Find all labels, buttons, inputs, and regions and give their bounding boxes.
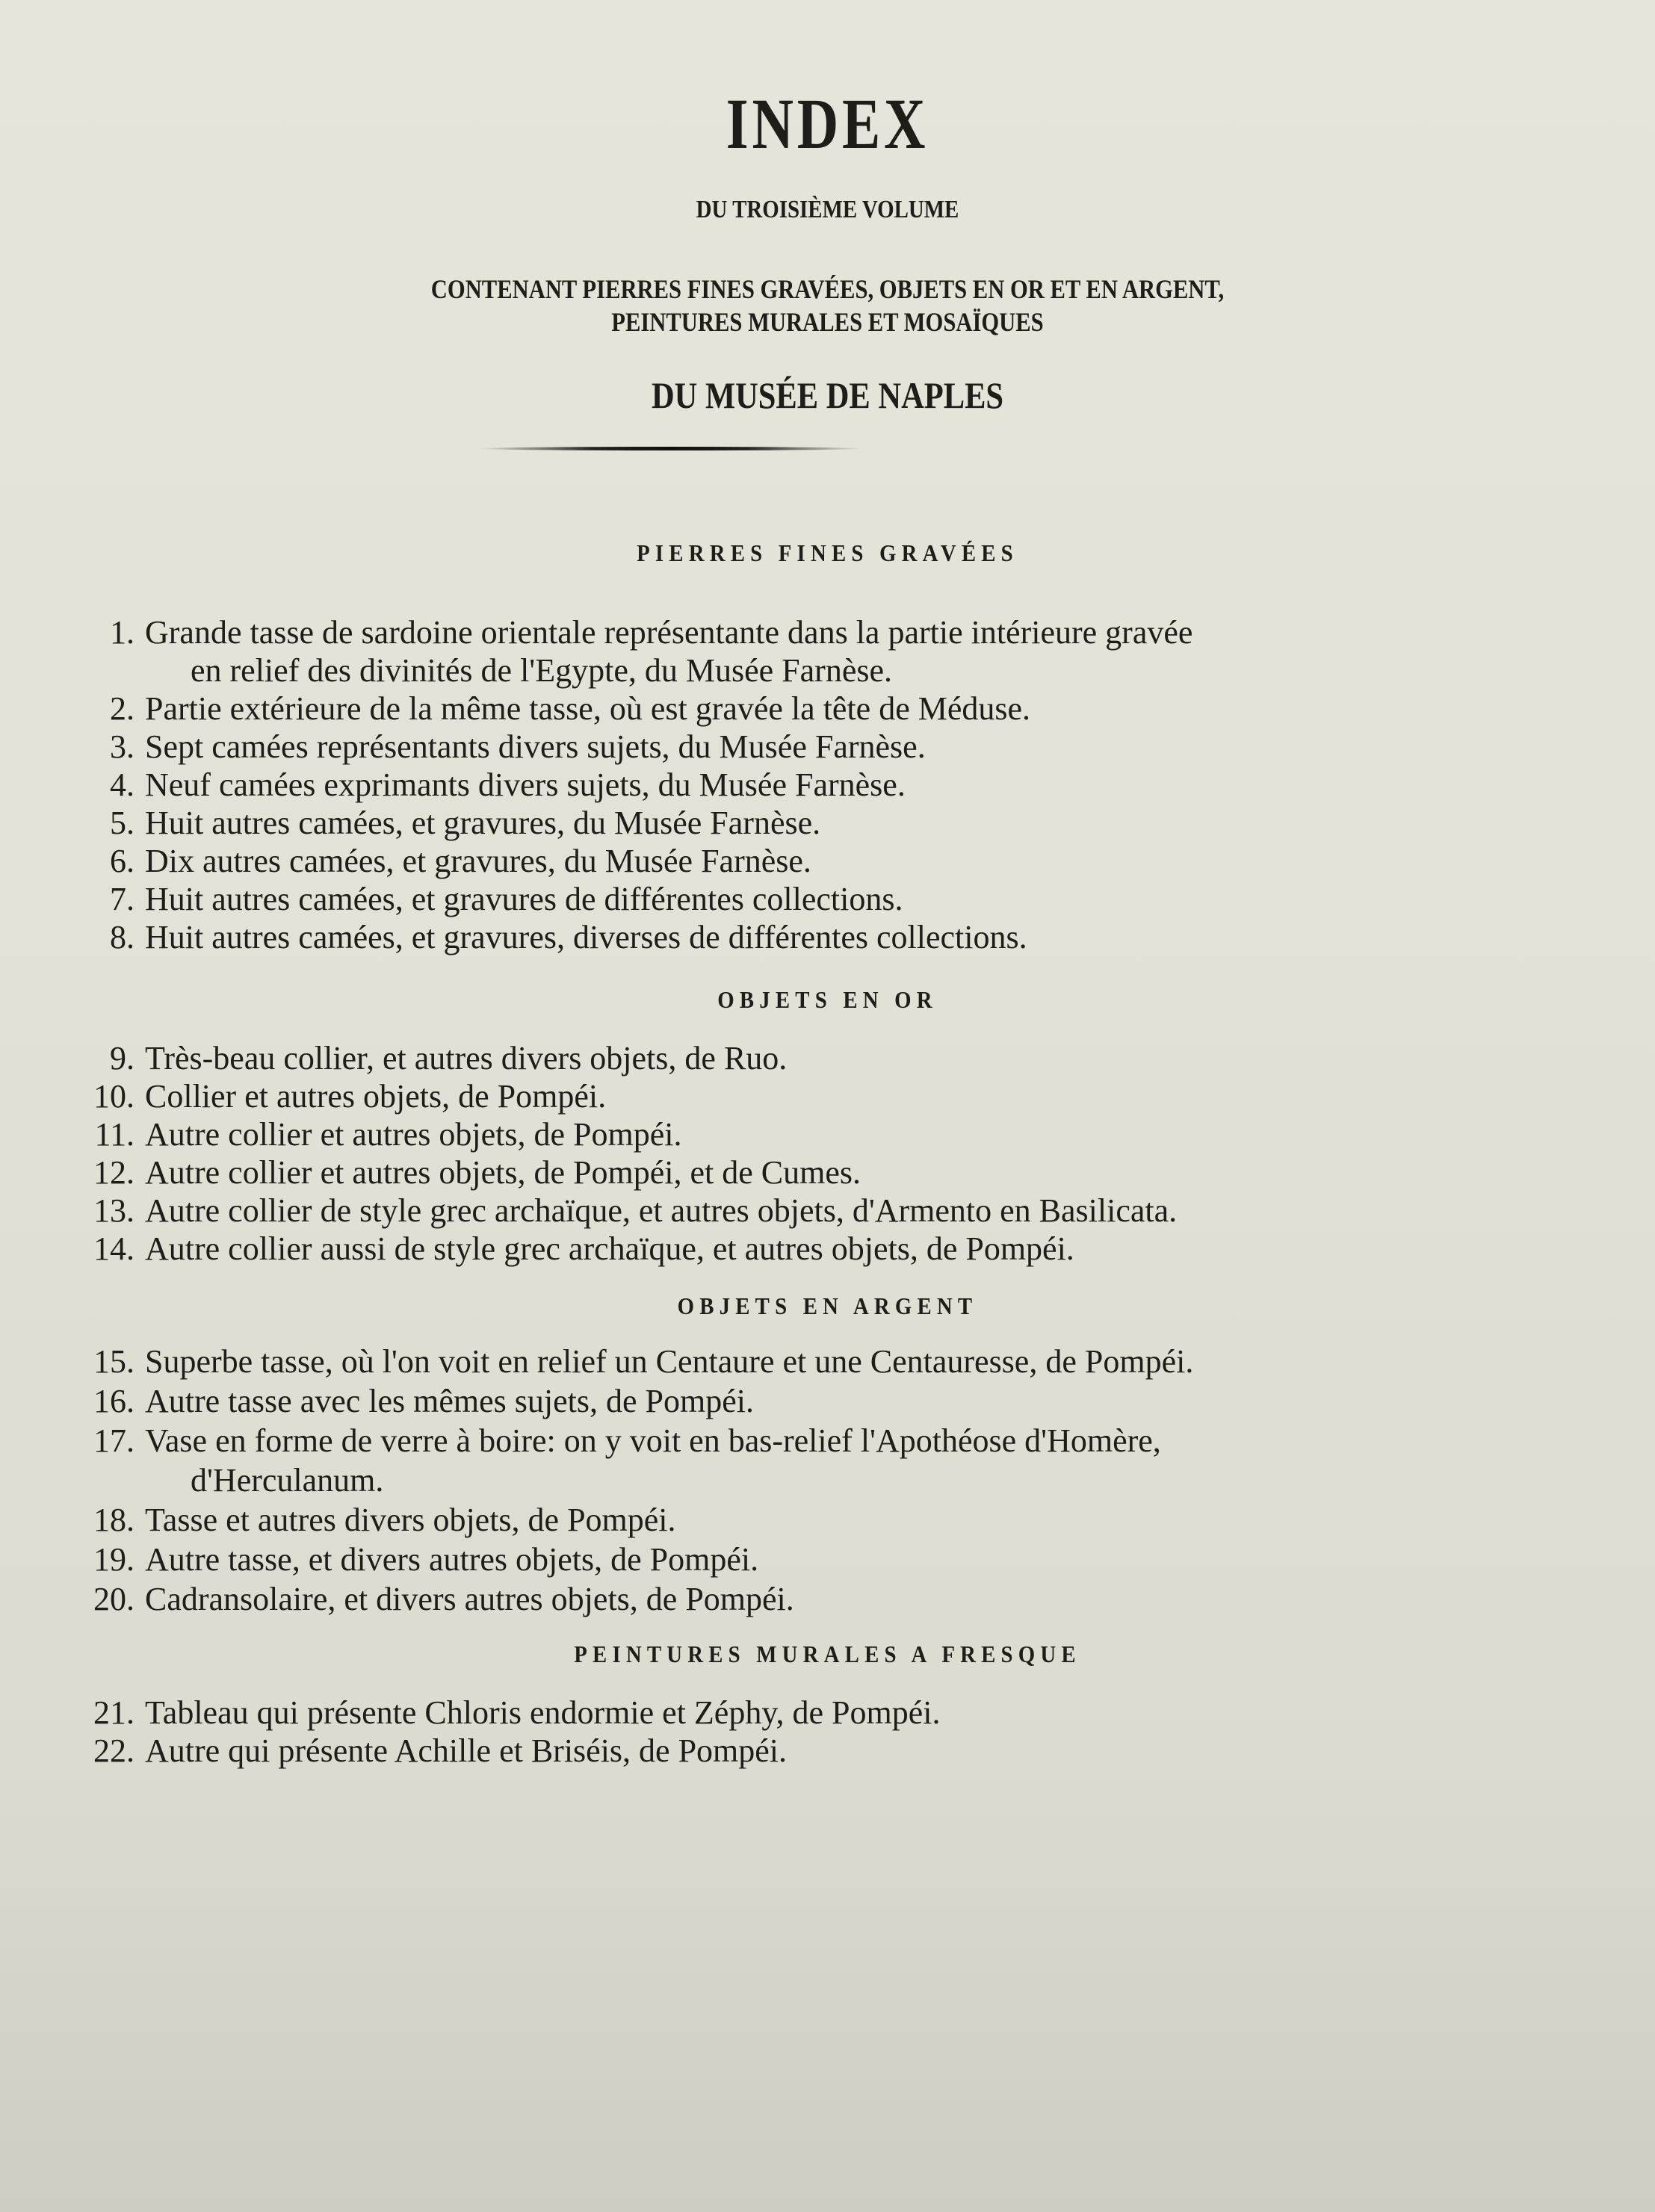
entry-number: 6. [110, 843, 134, 879]
museum-heading: DU MUSÉE DE NAPLES [651, 374, 1004, 416]
entry-number: 8. [110, 919, 134, 955]
entry-text: Autre tasse avec les mêmes sujets, de Pompéi. [145, 1383, 755, 1419]
index-entry [0, 690, 1382, 728]
index-list [0, 1342, 1382, 1620]
index-entry [0, 1422, 1382, 1501]
entry-text: Sept camées représentants divers sujets, du Musée Farnèse. [145, 728, 926, 765]
entry-text: Superbe tasse, où l'on voit en relief un Centaure et une Centauresse, de Pompéi. [145, 1343, 1194, 1380]
entry-number: 11. [94, 1116, 134, 1153]
entry-text: Neuf camées exprimants divers sujets, du Musée Farnèse. [145, 766, 906, 803]
entry-number: 16. [93, 1383, 134, 1419]
index-entry [0, 1694, 1382, 1732]
entry-number: 15. [93, 1343, 134, 1380]
index-entry [0, 918, 1382, 956]
entry-number: 13. [93, 1192, 134, 1229]
index-entry [0, 1732, 1382, 1770]
index-list [0, 1039, 1382, 1268]
entry-number: 21. [93, 1694, 134, 1731]
entry-number: 10. [93, 1078, 134, 1115]
index-entry [0, 804, 1382, 842]
entry-number: 18. [93, 1502, 134, 1538]
entry-text: Cadransolaire, et divers autres objets, de Pompéi. [145, 1581, 794, 1617]
entry-text: Autre collier et autres objets, de Pompéi. [145, 1116, 682, 1153]
index-entry [0, 1580, 1382, 1620]
entry-text: Autre collier et autres objets, de Pompéi, et de Cumes. [145, 1154, 861, 1191]
entry-text: Huit autres camées, et gravures, du Musée Farnèse. [145, 805, 821, 841]
index-entry [0, 1342, 1382, 1382]
section-heading: OBJETS EN OR [717, 986, 938, 1013]
entry-number: 19. [93, 1541, 134, 1578]
entry-text: Partie extérieure de la même tasse, où est gravée la tête de Méduse. [145, 690, 1031, 727]
index-entry [0, 766, 1382, 804]
index-entry [0, 1230, 1382, 1268]
entry-number: 1. [110, 614, 134, 651]
index-entry [0, 842, 1382, 880]
index-entry [0, 1077, 1382, 1115]
index-entry [0, 1540, 1382, 1580]
index-entry [0, 1382, 1382, 1422]
index-entry [0, 613, 1382, 690]
entry-number: 12. [93, 1154, 134, 1191]
entry-number: 20. [93, 1581, 134, 1617]
entry-continuation: en relief des divinités de l'Egypte, du Musée Farnèse. [191, 652, 892, 689]
entry-text: Collier et autres objets, de Pompéi. [145, 1078, 607, 1115]
entry-text: Très-beau collier, et autres divers objets, de Ruo. [145, 1040, 788, 1076]
index-entry [0, 1039, 1382, 1077]
entry-text: Tasse et autres divers objets, de Pompéi. [145, 1502, 676, 1538]
entry-number: 5. [110, 805, 134, 841]
volume-subtitle: DU TROISIÈME VOLUME [696, 196, 959, 223]
entry-text: Grande tasse de sardoine orientale représentante dans la partie intérieure gravée [145, 614, 1193, 651]
index-entry [0, 1192, 1382, 1230]
entry-number: 22. [93, 1732, 134, 1769]
index-list [0, 1694, 1382, 1770]
contents-line-1: CONTENANT PIERRES FINES GRAVÉES, OBJETS EN OR ET EN ARGENT, [430, 274, 1225, 304]
decorative-rule [480, 447, 861, 450]
entry-text: Autre collier de style grec archaïque, et autres objets, d'Armento en Basilicata. [145, 1192, 1178, 1229]
entry-text: Tableau qui présente Chloris endormie et Zéphy, de Pompéi. [145, 1694, 941, 1731]
contents-line-2: PEINTURES MURALES ET MOSAÏQUES [611, 307, 1044, 337]
entry-number: 17. [93, 1422, 134, 1459]
entry-text: Autre collier aussi de style grec archaïque, et autres objets, de Pompéi. [145, 1230, 1074, 1267]
entry-continuation: d'Herculanum. [191, 1462, 384, 1499]
entry-text: Vase en forme de verre à boire: on y voit en bas-relief l'Apothéose d'Homère, [145, 1422, 1161, 1459]
entry-text: Huit autres camées, et gravures, diverses de différentes collections. [145, 919, 1027, 955]
entry-text: Huit autres camées, et gravures de différentes collections. [145, 881, 903, 917]
entry-text: Autre qui présente Achille et Briséis, de Pompéi. [145, 1732, 788, 1769]
index-entry [0, 880, 1382, 918]
index-entry [0, 1153, 1382, 1192]
page-title: INDEX [726, 84, 929, 164]
entry-number: 4. [110, 766, 134, 803]
index-entry [0, 1115, 1382, 1153]
entry-number: 9. [110, 1040, 134, 1076]
entry-text: Autre tasse, et divers autres objets, de Pompéi. [145, 1541, 759, 1578]
entry-number: 14. [93, 1230, 134, 1267]
entry-text: Dix autres camées, et gravures, du Musée Farnèse. [145, 843, 811, 879]
section-heading: PIERRES FINES GRAVÉES [637, 539, 1018, 566]
index-entry [0, 1501, 1382, 1540]
index-list [0, 613, 1382, 956]
section-heading: OBJETS EN ARGENT [677, 1292, 978, 1319]
entry-number: 2. [110, 690, 134, 727]
index-entry [0, 728, 1382, 766]
entry-number: 7. [110, 881, 134, 917]
section-heading: PEINTURES MURALES A FRESQUE [574, 1641, 1081, 1667]
entry-number: 3. [110, 728, 134, 765]
